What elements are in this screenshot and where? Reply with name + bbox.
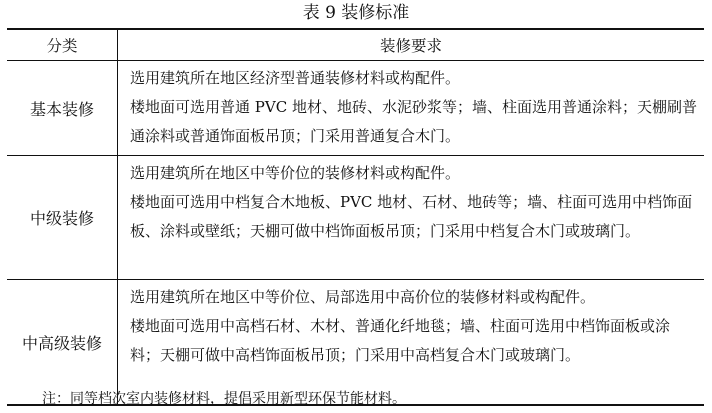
requirement-line: 选用建筑所在地区中等价位的装修材料或构配件。 xyxy=(130,164,461,182)
requirement-line: 楼地面可选用普通 PVC 地材、地砖、水泥砂浆等；墙、柱面选用普通涂料；天棚刷普通涂料或普通饰面板吊顶；门采用普通复合木门。 xyxy=(130,98,697,145)
header-category: 分类 xyxy=(7,29,118,61)
category-cell: 中级装修 xyxy=(7,156,118,280)
category-cell: 基本装修 xyxy=(7,61,118,156)
table-row xyxy=(7,156,704,280)
requirement-line: 楼地面可选用中档复合木地板、PVC 地材、石材、地砖等；墙、柱面可选用中档饰面板、涂料或壁纸；天棚可做中档饰面板吊顶；门采用中档复合木门或玻璃门。 xyxy=(130,193,693,240)
requirements-cell xyxy=(118,156,705,280)
table-row xyxy=(7,280,704,406)
table-row xyxy=(7,61,704,156)
requirements-cell xyxy=(118,280,705,406)
table-header-row xyxy=(7,29,704,61)
requirements-cell xyxy=(118,61,705,156)
table-title: 表 9 装修标准 xyxy=(302,3,410,23)
category-cell: 中高级装修 xyxy=(7,280,118,406)
requirement-line: 选用建筑所在地区经济型普通装修材料或构配件。 xyxy=(130,69,461,87)
requirement-line: 楼地面可选用中高档石材、木材、普通化纤地毯；墙、柱面可选用中档饰面板或涂料；天棚可做中高档饰面板吊顶；门采用中高档复合木门或玻璃门。 xyxy=(130,317,671,364)
requirement-line: 选用建筑所在地区中等价位、局部选用中高价位的装修材料或构配件。 xyxy=(130,288,596,306)
header-requirements: 装修要求 xyxy=(118,29,705,61)
table-note: 注：同等档次室内装修材料，提倡采用新型环保节能材料。 xyxy=(42,391,406,407)
decoration-standard-table xyxy=(7,28,704,406)
